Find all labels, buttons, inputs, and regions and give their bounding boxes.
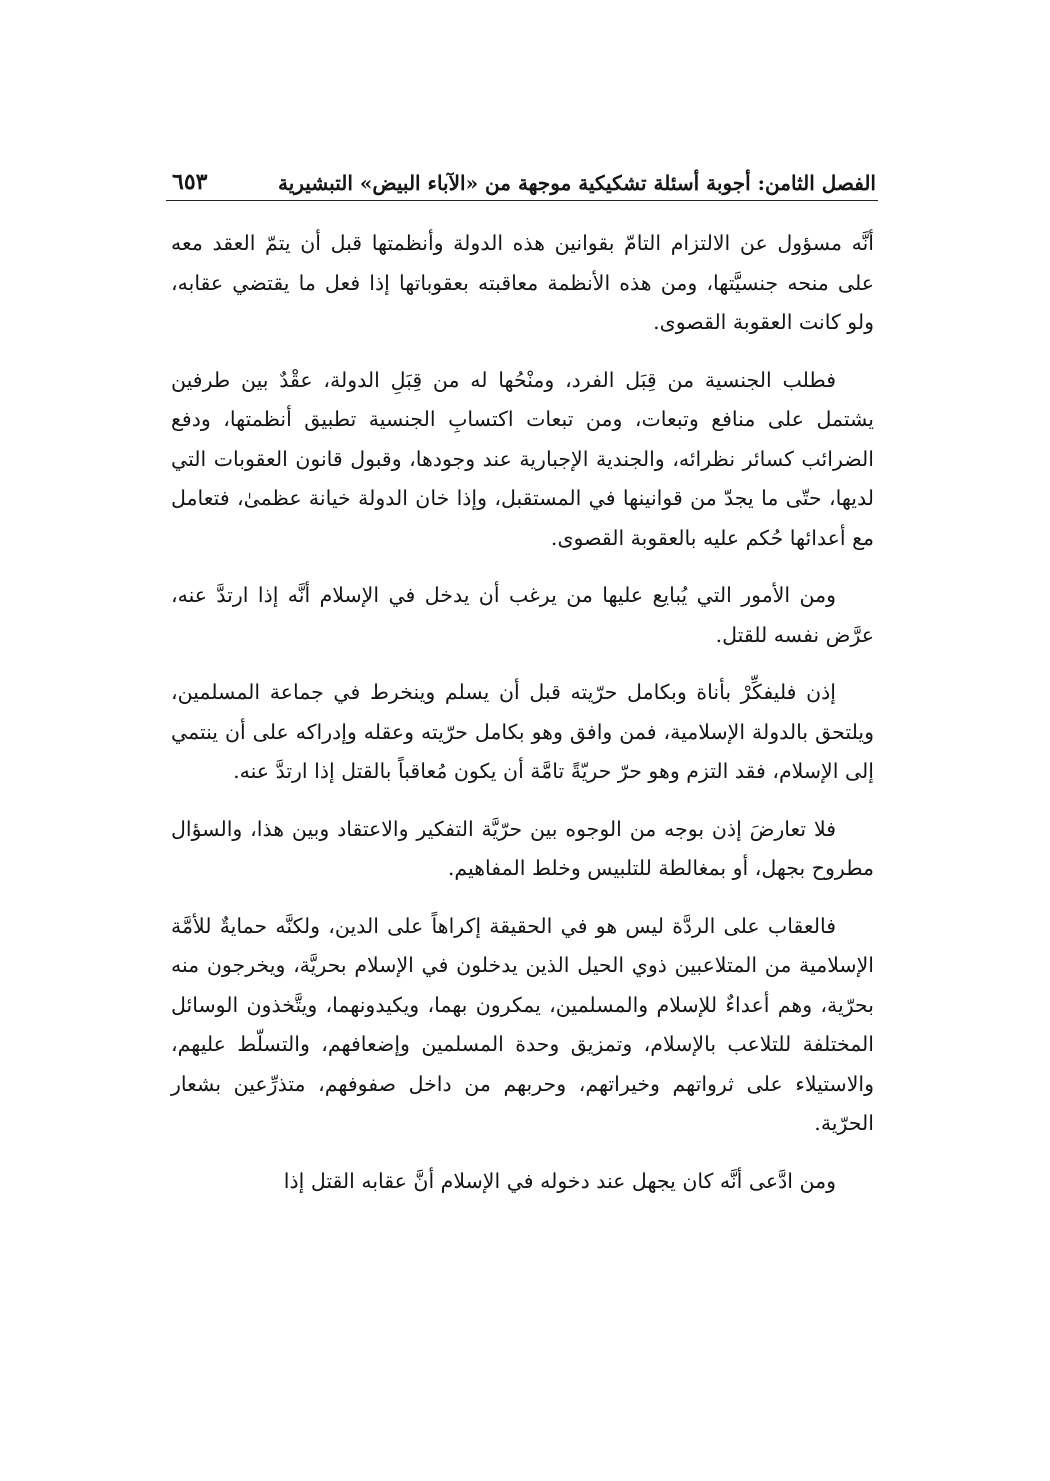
paragraph-4: إذن فليفكِّرْ بأناة وبكامل حرّيته قبل أن يسلم وينخرط في جماعة المسلمين، ويلتحق بالدولة الإسلامية، فمن وافق وهو بكامل حرّيته وعقله وإدراكه على أن ينتمي إلى الإسلام، فقد التزم وهو حرّ حريّةً تامَّة أن يكون مُعاقباً بالقتل إذا ارتدَّ عنه. (171, 680, 874, 783)
paragraph-2: فطلب الجنسية من قِبَل الفرد، ومنْحُها له من قِبَلِ الدولة، عقْدٌ بين طرفين يشتمل على منافع وتبعات، ومن تبعات اكتسابِ الجنسية تطبيق أنظمتها، ودفع الضرائب كسائر نظرائه، والجندية الإجبارية عند وجودها، وقبول قانون العقوبات التي لديها، حتّى ما يجدّ من قوانينها في المستقبل، وإذا خان الدولة خيانة عظمىٰ، فتعامل مع أعدائها حُكم عليه بالعقوبة القصوى. (171, 367, 874, 550)
paragraph-5: فلا تعارضَ إذن بوجه من الوجوه بين حرّيَّة التفكير والاعتقاد وبين هذا، والسؤال مطروح بجهل، أو بمغالطة للتلبيس وخلط المفاهيم. (171, 816, 874, 880)
paragraph-7: ومن ادَّعى أنَّه كان يجهل عند دخوله في الإسلام أنَّ عقابه القتل إذا (283, 1168, 836, 1193)
paragraph-6: فالعقاب على الردَّة ليس هو في الحقيقة إكراهاً على الدين، ولكنَّه حمايةٌ للأمَّة الإسلامية من المتلاعبين ذوي الحيل الذين يدخلون في الإسلام بحريَّة، ويخرجون منه بحرّية، وهم أعداءٌ للإسلام والمسلمين، يمكرون بهما، ويكيدونهما، ويتَّخذون الوسائل المختلفة للتلاعب بالإسلام، وتمزيق وحدة المسلمين وإضعافهم، والتسلّط عليهم، والاستيلاء على ثرواتهم وخيراتهم، وحربهم من داخل صفوفهم، متذرِّعين بشعار الحرّية. (171, 913, 874, 1135)
running-header (168, 153, 876, 195)
page-number: ٦٥٣ (172, 169, 208, 195)
header-rule (166, 200, 878, 201)
body-text (171, 224, 874, 1404)
paragraph-3: ومن الأمور التي يُبايع عليها من يرغب أن يدخل في الإسلام أنَّه إذا ارتدَّ عنه، عرَّض نفسه للقتل. (171, 583, 874, 647)
paragraph-1: أنَّه مسؤول عن الالتزام التامّ بقوانين هذه الدولة وأنظمتها قبل أن يتمّ العقد معه على منحه جنسيَّتها، ومن هذه الأنظمة معاقبته بعقوباتها إذا فعل ما يقتضي عقابه، ولو كانت العقوبة القصوى. (171, 231, 874, 334)
chapter-title: الفصل الثامن: أجوبة أسئلة تشكيكية موجهة من «الآباء البيض» التبشيرية (277, 171, 876, 195)
